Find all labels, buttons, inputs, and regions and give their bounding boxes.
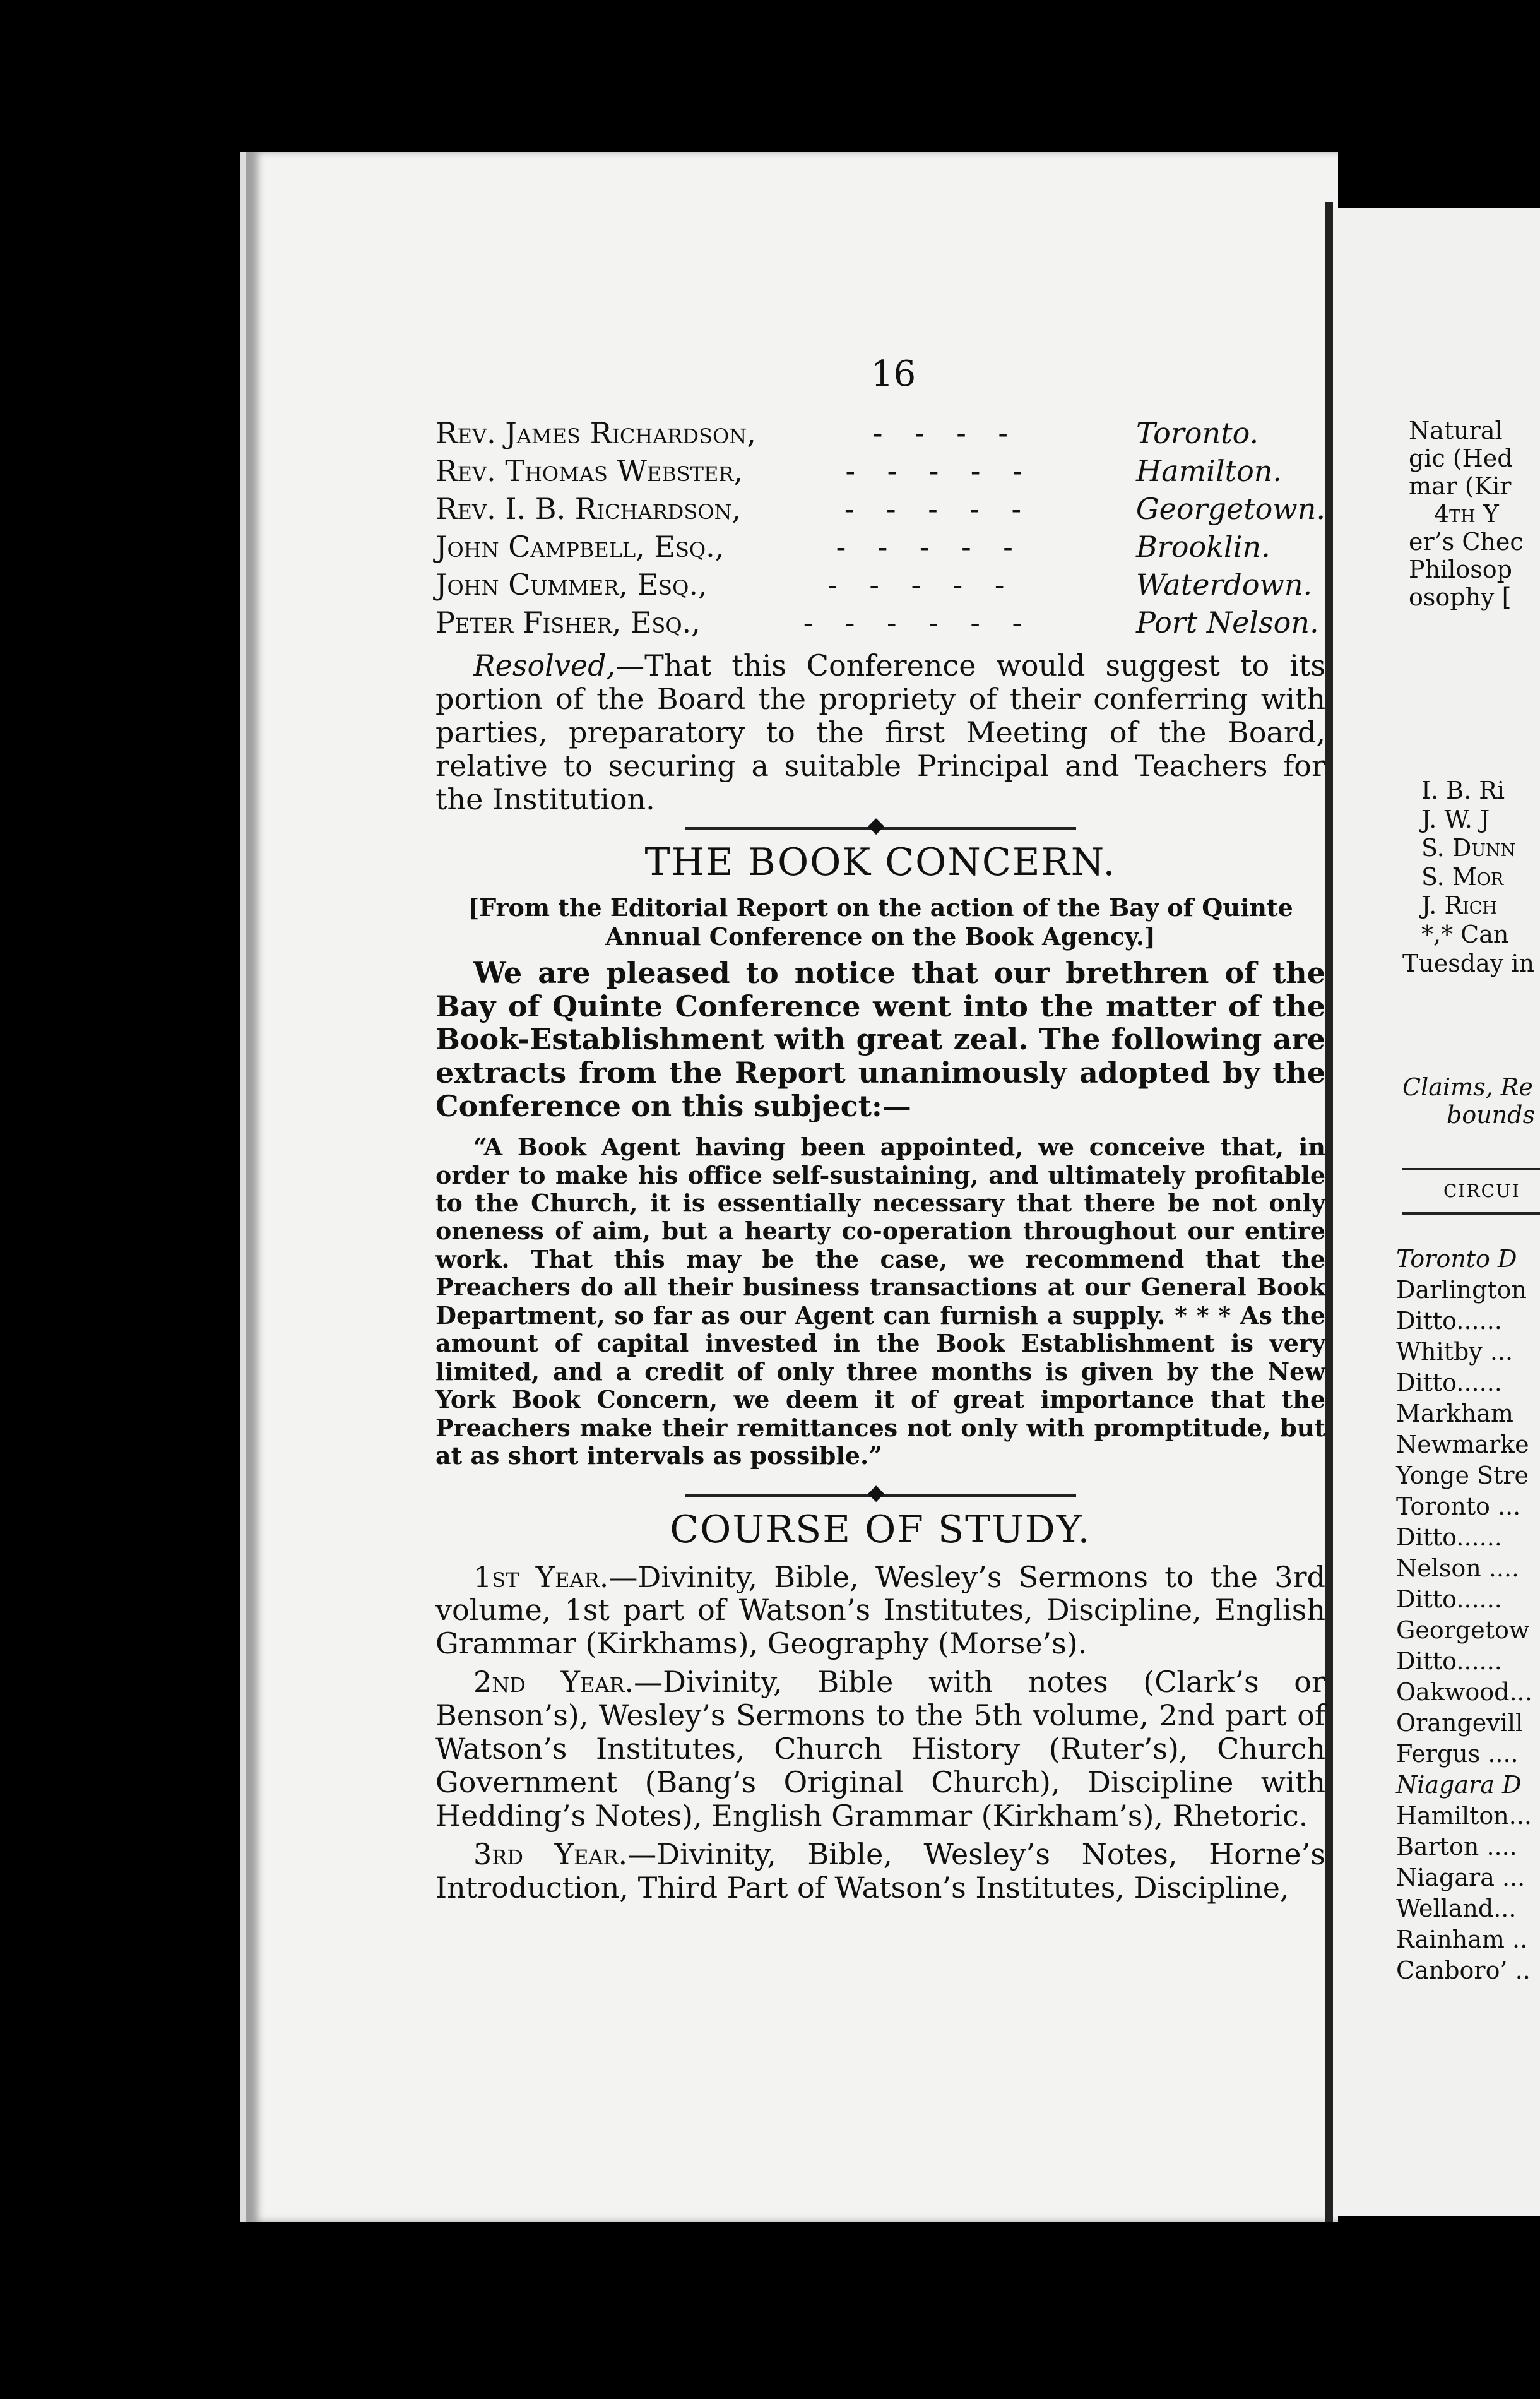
course-year-3 xyxy=(435,1838,1325,1905)
board-row: Rev. I. B. Richardson, - - - - - Georgetown. xyxy=(435,492,1325,526)
book-concern-intro: We are pleased to notice that our brethren of the Bay of Quinte Conference went into the matter of the Book-Establishment with great zeal. The following are extracts from the Report unanimously adopted by the Conference on this subject:— xyxy=(435,955,1325,1124)
facing-circuits: Toronto D Darlington Ditto...... Whitby ... Ditto...... Markham Newmarke Yonge Stre Toronto ... Ditto...... Nelson .... Ditto...... Georgetow Ditto...... Oakwood... Orangevill Fergus .... Niagara D Hamilton... Barton .... Niagara ... Welland... Rainham .. Canboro’ .. xyxy=(1396,1245,1532,1985)
facing-claims: Claims, Re bounds xyxy=(1402,1073,1535,1129)
year-label: 1st Year. xyxy=(473,1559,609,1594)
board-member-place: Toronto. xyxy=(1136,416,1259,450)
year-text: —Divinity, Bible, Wesley’s Sermons to the 3rd volume, 1st part of Watson’s Institutes, Discipline, English Grammar (Kirkhams), Geography (Morse’s). xyxy=(435,1559,1325,1661)
board-row: Peter Fisher, Esq., - - - - - - Port Nelson. xyxy=(435,606,1325,644)
board-row: John Cummer, Esq., - - - - - Waterdown. xyxy=(435,568,1325,606)
board-member-place: Waterdown. xyxy=(1136,568,1313,602)
section-divider xyxy=(685,1494,1076,1497)
course-year-1 xyxy=(435,1561,1325,1661)
facing-circuit-header: CIRCUI xyxy=(1443,1181,1520,1201)
year-label: 2nd Year. xyxy=(473,1665,634,1700)
book-spine xyxy=(1325,202,1333,2222)
board-member-name: Rev. James Richardson, xyxy=(435,416,756,450)
page-number: 16 xyxy=(871,354,916,395)
resolved-text: —That this Conference would suggest to its portion of the Board the propriety of their conferring with parties, preparatory to the first Meeting of the Board, relative to securing a suitable Principal and Teachers for the Institution. xyxy=(435,648,1325,816)
facing-top-lines: Natural gic (Hed mar (Kir 4th Y er’s Chec Philosop osophy [ xyxy=(1409,417,1524,611)
resolved-paragraph xyxy=(435,649,1325,816)
board-member-name: Rev. I. B. Richardson, xyxy=(435,492,742,526)
section-divider xyxy=(685,827,1076,830)
board-member-place: Georgetown. xyxy=(1135,492,1325,526)
board-row: John Campbell, Esq., - - - - - Brooklin. xyxy=(435,530,1325,568)
book-concern-note: [From the Editorial Report on the action of the Bay of Quinte Annual Conference on the Book Agency.] xyxy=(468,893,1293,951)
book-concern-quote: “A Book Agent having been appointed, we conceive that, in order to make his office self-sustaining, and ultimately profitable to the Church, it is essentially necessary that there be not only oneness of aim, but a hearty co-operation throughout our entire work. That this may be the case, we recommend that the Preachers do all their business transactions at our General Book Department, so far as our Agent can furnish a supply. * * * As the amount of capital invested in the Book Establishment is very limited, and a credit of only three months is given by the New York Book Concern, we deem it of great importance that the Preachers make their remittances not only with promptitude, but at as short intervals as possible.” xyxy=(435,1133,1325,1470)
course-year-2 xyxy=(435,1665,1325,1832)
page-content xyxy=(435,417,1325,1909)
board-member-name: John Cummer, Esq., xyxy=(435,568,708,602)
year-label: 3rd Year. xyxy=(473,1836,628,1871)
facing-page xyxy=(1333,208,1540,2216)
course-heading: COURSE OF STUDY. xyxy=(670,1507,1091,1552)
resolved-label: Resolved, xyxy=(473,648,616,682)
board-member-place: Brooklin. xyxy=(1136,530,1270,564)
board-member-name: Peter Fisher, Esq., xyxy=(435,605,701,640)
facing-names: I. B. Ri J. W. J S. Dunn S. Mor J. Rich *,* Can Tuesday in xyxy=(1402,777,1534,977)
board-row: Rev. Thomas Webster, - - - - - Hamilton. xyxy=(435,455,1325,492)
board-member-place: Port Nelson. xyxy=(1136,605,1319,640)
year-text: —Divinity, Bible, Wesley’s Notes, Horne’s Introduction, Third Part of Watson’s Institutes, Discipline, xyxy=(435,1836,1325,1905)
year-text: —Divinity, Bible with notes (Clark’s or Benson’s), Wesley’s Sermons to the 5th volume, 2nd part of Watson’s Institutes, Church History (Ruter’s), Church Government (Bang’s Original Church), Discipline with Hedding’s Notes), English Grammar (Kirkham’s), Rhetoric. xyxy=(435,1665,1325,1833)
book-concern-heading: THE BOOK CONCERN. xyxy=(644,840,1116,885)
board-member-place: Hamilton. xyxy=(1136,454,1282,488)
board-member-name: John Campbell, Esq., xyxy=(435,530,725,564)
board-list xyxy=(435,417,1325,644)
board-row: Rev. James Richardson, - - - - Toronto. xyxy=(435,417,1325,455)
board-member-name: Rev. Thomas Webster, xyxy=(435,454,743,488)
